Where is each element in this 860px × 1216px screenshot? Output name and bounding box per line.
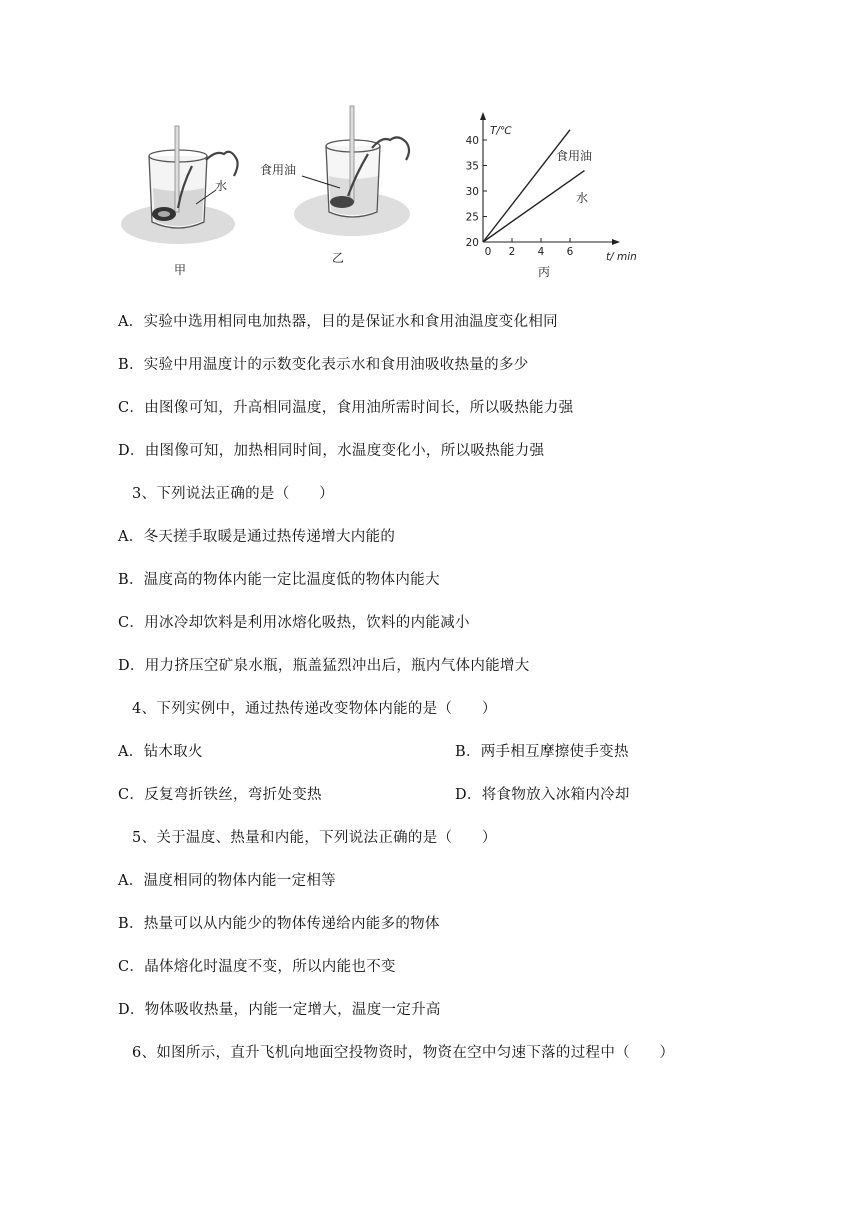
q2-option-c: C．由图像可知，升高相同温度，食用油所需时间长，所以吸热能力强 [118, 400, 574, 416]
experiment-figure [112, 96, 652, 286]
y-tick-label: 35 [465, 160, 479, 173]
series-label-water: 水 [576, 191, 589, 205]
q3-option-b: B．温度高的物体内能一定比温度低的物体内能大 [118, 572, 440, 588]
beaker-b-illustration [294, 106, 410, 236]
x-tick-label: 6 [566, 246, 574, 258]
q3-option-a: A．冬天搓手取暖是通过热传递增大内能的 [118, 529, 396, 545]
q3-stem: 3、下列说法正确的是（ ） [132, 486, 334, 502]
q4-option-c: C．反复弯折铁丝，弯折处变热 [118, 787, 322, 803]
beaker-a-label: 水 [215, 179, 228, 193]
beaker-b-caption: 乙 [332, 251, 345, 265]
q4-option-b: B．两手相互摩擦使手变热 [455, 744, 629, 760]
temperature-time-graph [466, 112, 620, 258]
q4-option-a: A．钻木取火 [118, 744, 203, 760]
q2-option-b: B．实验中用温度计的示数变化表示水和食用油吸收热量的多少 [118, 357, 529, 373]
q5-option-d: D．物体吸收热量，内能一定增大，温度一定升高 [118, 1002, 441, 1018]
q5-stem: 5、关于温度、热量和内能，下列说法正确的是（ ） [132, 830, 497, 846]
q2-option-a: A．实验中选用相同电加热器，目的是保证水和食用油温度变化相同 [118, 314, 558, 330]
q5-option-c: C．晶体熔化时温度不变，所以内能也不变 [118, 959, 396, 975]
q2-option-d: D．由图像可知，加热相同时间，水温度变化小，所以吸热能力强 [118, 443, 545, 459]
y-tick-label: 30 [465, 186, 479, 198]
x-tick-label: 2 [508, 246, 516, 258]
q4-stem: 4、下列实例中，通过热传递改变物体内能的是（ ） [132, 701, 497, 717]
x-tick-label: 0 [484, 246, 492, 258]
x-tick-label: 4 [537, 246, 545, 258]
q3-option-d: D．用力挤压空矿泉水瓶，瓶盖猛烈冲出后，瓶内气体内能增大 [118, 658, 530, 674]
beaker-b-label: 食用油 [260, 163, 297, 177]
graph-caption: 丙 [538, 265, 551, 279]
x-axis-arrow-icon [612, 239, 620, 245]
graph-y-axis-label: T/℃ [490, 125, 512, 137]
y-axis-arrow-icon [480, 112, 486, 120]
q5-option-a: A．温度相同的物体内能一定相等 [118, 873, 336, 889]
series-line-water [483, 171, 585, 242]
series-label-oil: 食用油 [556, 149, 593, 163]
y-tick-label: 40 [465, 135, 479, 147]
beaker-a-caption: 甲 [174, 263, 187, 277]
graph-x-axis-label: t/ min [606, 251, 637, 263]
q6-stem: 6、如图所示，直升飞机向地面空投物资时，物资在空中匀速下落的过程中（ ） [132, 1045, 675, 1061]
q5-option-b: B．热量可以从内能少的物体传递给内能多的物体 [118, 916, 440, 932]
series-line-oil [483, 130, 570, 242]
y-tick-label: 25 [465, 211, 479, 224]
q3-option-c: C．用冰冷却饮料是利用冰熔化吸热，饮料的内能减小 [118, 615, 470, 631]
y-tick-label: 20 [465, 237, 479, 249]
q4-option-d: D．将食物放入冰箱内冷却 [455, 787, 630, 803]
